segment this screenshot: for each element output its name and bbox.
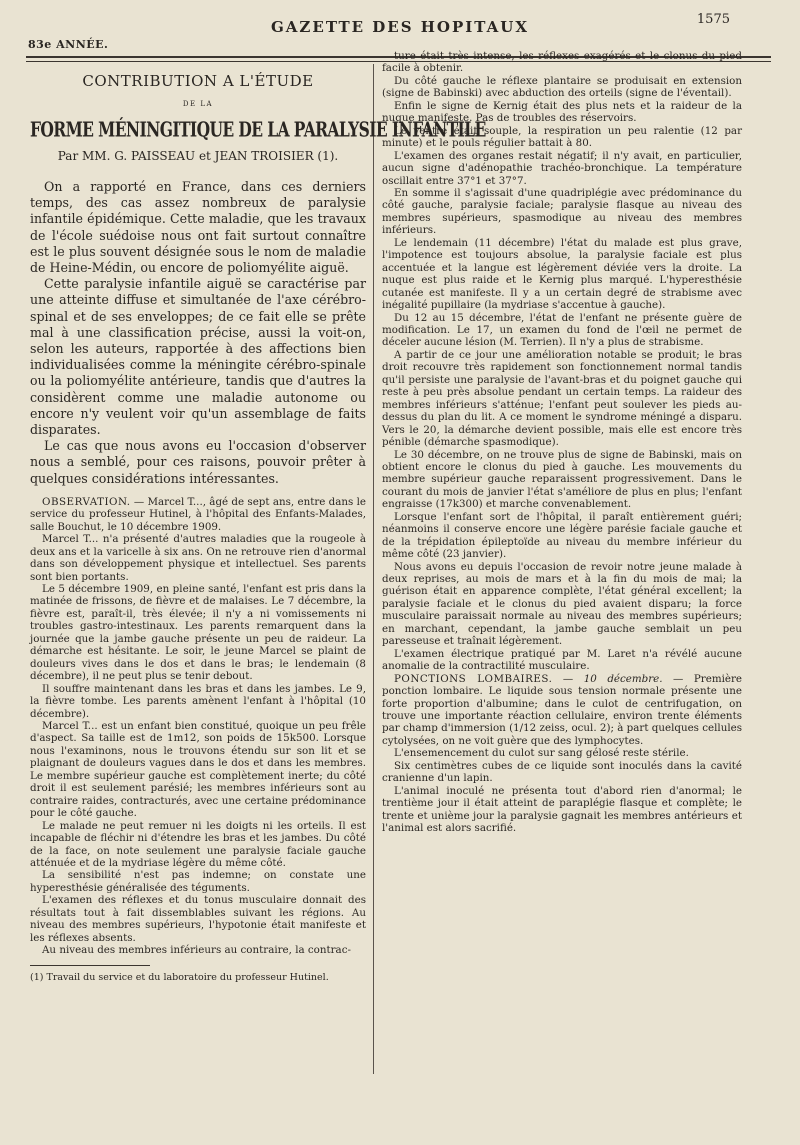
ponctions-paragraph: PONCTIONS LOMBAIRES. — 10 décembre. — Première ponction lombaire. Le liquide sous tension normale présente une forte proportion d'albumine; dans le culot de centrifugation, on trouve une importante réaction cellulaire, environ trente éléments par champ d'immersion (1/12 zeiss, ocul. 2); à part quelques cellules cytolysées, on ne voit guère que des lymphocytes. bbox=[382, 672, 742, 747]
body-paragraph: Au niveau des membres inférieurs au contraire, la contrac- bbox=[42, 944, 351, 957]
body-paragraph: Marcel T... est un enfant bien constitué, quoique un peu frêle d'aspect. Sa taille est de 1m12, son poids de 15k500. Lorsque nous l'examinons, nous le trouvons étendu sur son lit et se plaignant de douleurs vagues dans le dos et dans les membres. Le membre supérieur gauche est complètement inerte; du côté droit il est seulement parésié; les membres inférieurs sont au contraire raides, contracturés, avec une certaine prédominance pour le côté gauche. bbox=[30, 720, 366, 820]
body-paragraph: Le 30 décembre, on ne trouve plus de signe de Babinski, mais on obtient encore le clonus du pied à gauche. Les mouvements du membre supérieur gauche reparaissent progressivement. Dans le courant du mois de janvier l'état s'améliore de plus en plus; l'enfant engraisse (17k300) et marche convenablement. bbox=[382, 448, 742, 511]
page-number: 1575 bbox=[696, 12, 730, 27]
body-paragraph: Six centimètres cubes de ce liquide sont inoculés dans la cavité cranienne d'un lapin. bbox=[382, 759, 742, 785]
body-paragraph: Le ventre était souple, la respiration un peu ralentie (12 par minute) et le pouls régulier battait à 80. bbox=[382, 124, 742, 150]
body-paragraph: Le malade ne peut remuer ni les doigts ni les orteils. Il est incapable de fléchir ni d'étendre les bras et les jambes. Du côté de la face, on note seulement une paralysie faciale gauche atténuée et de la mydriase légère du même côté. bbox=[30, 819, 366, 869]
intro-paragraph: On a rapporté en France, dans ces derniers temps, des cas assez nombreux de paralysie infantile épidémique. Cette maladie, que les travaux de l'école suédoise nous ont fait surtout connaître est le plus souvent désignée sous le nom de maladie de Heine-Médin, ou encore de poliomyélite aiguë. bbox=[30, 179, 366, 276]
body-paragraph: Marcel T... n'a présenté d'autres maladies que la rougeole à deux ans et la varicelle à six ans. On ne retrouve rien d'anormal dans son développement physique et intellectuel. Ses parents sont bien portants. bbox=[30, 533, 366, 583]
body-paragraph: L'examen des organes restait négatif; il n'y avait, en particulier, aucun signe d'adénopathie trachéo-bronchique. La température oscillait entre 37°1 et 37°7. bbox=[382, 149, 742, 187]
body-paragraph: L'examen électrique pratiqué par M. Laret n'a révélé aucune anomalie de la contractilité musculaire. bbox=[382, 647, 742, 673]
body-paragraph: Le 5 décembre 1909, en pleine santé, l'enfant est pris dans la matinée de frissons, de fièvre et de malaises. Le 7 décembre, la fièvre est, paraît-il, très élevée; il n'y a ni vomissements ni troubles gastro-intestinaux. Les parents remarquent dans la journée que la jambe gauche présente un peu de raideur. La démarche est hésitante. Le soir, le jeune Marcel se plaint de douleurs vives dans le dos et dans le bras; le lendemain (8 décembre), il ne peut plus se tenir debout. bbox=[30, 583, 366, 683]
intro-paragraph: Cette paralysie infantile aiguë se caractérise par une atteinte diffuse et simultanée de l'axe cérébro-spinal et de ses enveloppes; de ce fait elle se prête mal à une classification précise, aussi la voit-on, selon les auteurs, rapportée à des affections bien individualisées comme la méningite cérébro-spinale ou la poliomyélite antérieure, tandis que d'autres la considèrent comme une maladie autonome ou encore n'y veulent voir qu'un assemblage de faits disparates. bbox=[30, 276, 366, 438]
footnote-rule bbox=[30, 965, 150, 966]
body-paragraph: A partir de ce jour une amélioration notable se produit; le bras droit recouvre très rapidement son fonctionnement normal tandis qu'il persiste une paralysie de l'avant-bras et du poignet gauche qui reste à peu près absolue pendant un certain temps. La raideur des membres inférieurs s'atténue; l'enfant peut soulever les pieds au-dessus du plan du lit. A ce moment le syndrome méningé a disparu. Vers le 20, la démarche devient possible, mais elle est encore très pénible (démarche spasmodique). bbox=[382, 348, 742, 449]
article-title-line1: CONTRIBUTION A L'ÉTUDE bbox=[82, 72, 314, 90]
body-paragraph: L'animal inoculé ne présenta tout d'abord rien d'anormal; le trentième jour il était atteint de paraplégie flasque et complète; le trente et unième jour la paralysie gagnait les membres antérieurs et l'animal est alors sacrifié. bbox=[382, 784, 742, 835]
observation-section bbox=[30, 496, 366, 957]
body-paragraph: Du côté gauche le réflexe plantaire se produisait en extension (signe de Babinski) avec abduction des orteils (signe de l'éventail). bbox=[382, 74, 742, 100]
body-paragraph: Il souffre maintenant dans les bras et dans les jambes. Le 9, la fièvre tombe. Les parents amènent l'enfant à l'hôpital (10 décembre). bbox=[30, 682, 366, 720]
article-title-main: FORME MÉNINGITIQUE DE LA PARALYSIE INFANTILE bbox=[30, 116, 486, 142]
body-paragraph: La sensibilité n'est pas indemne; on constate une hyperesthésie généralisée des téguments. bbox=[30, 869, 366, 894]
intro-paragraph: Le cas que nous avons eu l'occasion d'observer nous a semblé, pour ces raisons, pouvoir prêter à quelques considérations intéressantes. bbox=[30, 438, 366, 486]
body-paragraph: Enfin le signe de Kernig était des plus nets et la raideur de la nuque manifeste. Pas de troubles des réservoirs. bbox=[382, 99, 742, 125]
right-column bbox=[382, 50, 742, 835]
edition-label: 83e ANNÉE. bbox=[28, 38, 109, 51]
body-paragraph: ture était très intense, les réflexes exagérés et le clonus du pied facile à obtenir. bbox=[382, 50, 742, 75]
body-paragraph: Le lendemain (11 décembre) l'état du malade est plus grave, l'impotence est toujours absolue, la paralysie faciale est plus accentuée et la langue est légèrement déviée vers la droite. La nuque est plus raide et le Kernig plus marqué. L'hyperesthésie cutanée est manifeste. Il y a un certain degré de strabisme avec inégalité pupillaire (la mydriase s'accentue à gauche). bbox=[382, 236, 742, 312]
body-paragraph: Nous avons eu depuis l'occasion de revoir notre jeune malade à deux reprises, au mois de mars et à la fin du mois de mai; la guérison était en apparence complète, l'état général excellent; la paralysie faciale et le clonus du pied avaient disparu; la force musculaire paraissait normale au niveau des membres supérieurs; en marchant, cependant, la jambe gauche semblait un peu paresseuse et traînait légèrement. bbox=[382, 560, 742, 648]
journal-title: GAZETTE DES HOPITAUX bbox=[270, 18, 529, 36]
body-paragraph: L'ensemencement du culot sur sang gélosé reste stérile. bbox=[394, 747, 689, 760]
body-paragraph: L'examen des réflexes et du tonus musculaire donnait des résultats tout à fait dissemblables suivant les régions. Au niveau des membres supérieurs, l'hypotonie était manifeste et les réflexes absents. bbox=[30, 894, 366, 944]
article-byline: Par MM. G. PAISSEAU et JEAN TROISIER (1). bbox=[57, 149, 339, 163]
observation-label: OBSERVATION. bbox=[42, 495, 131, 508]
column-divider bbox=[373, 64, 374, 1074]
article-title-line2: DE LA bbox=[182, 100, 214, 108]
article-intro bbox=[30, 179, 366, 487]
observation-first-paragraph: OBSERVATION. — Marcel T..., âgé de sept ans, entre dans le service du professeur Hutinel, à l'hôpital des Enfants-Malades, salle Bouchut, le 10 décembre 1909. bbox=[30, 495, 366, 533]
body-paragraph: Lorsque l'enfant sort de l'hôpital, il paraît entièrement guéri; néanmoins il conserve encore une légère parésie faciale gauche et de la trépidation épileptoïde au niveau du membre inférieur du même côté (23 janvier). bbox=[382, 510, 742, 561]
body-paragraph: Du 12 au 15 décembre, l'état de l'enfant ne présente guère de modification. Le 17, un examen du fond de l'œil ne permet de déceler aucune lésion (M. Terrien). Il n'y a plus de strabisme. bbox=[382, 311, 742, 349]
ponctions-label: PONCTIONS LOMBAIRES. bbox=[394, 672, 553, 685]
ponctions-date: 10 décembre. bbox=[583, 672, 663, 685]
body-paragraph: En somme il s'agissait d'une quadriplégie avec prédominance du côté gauche, paralysie faciale; paralysie flasque au niveau des membres supérieurs, spasmodique au niveau des membres inférieurs. bbox=[382, 186, 742, 237]
footnote: (1) Travail du service et du laboratoire du professeur Hutinel. bbox=[30, 971, 329, 983]
